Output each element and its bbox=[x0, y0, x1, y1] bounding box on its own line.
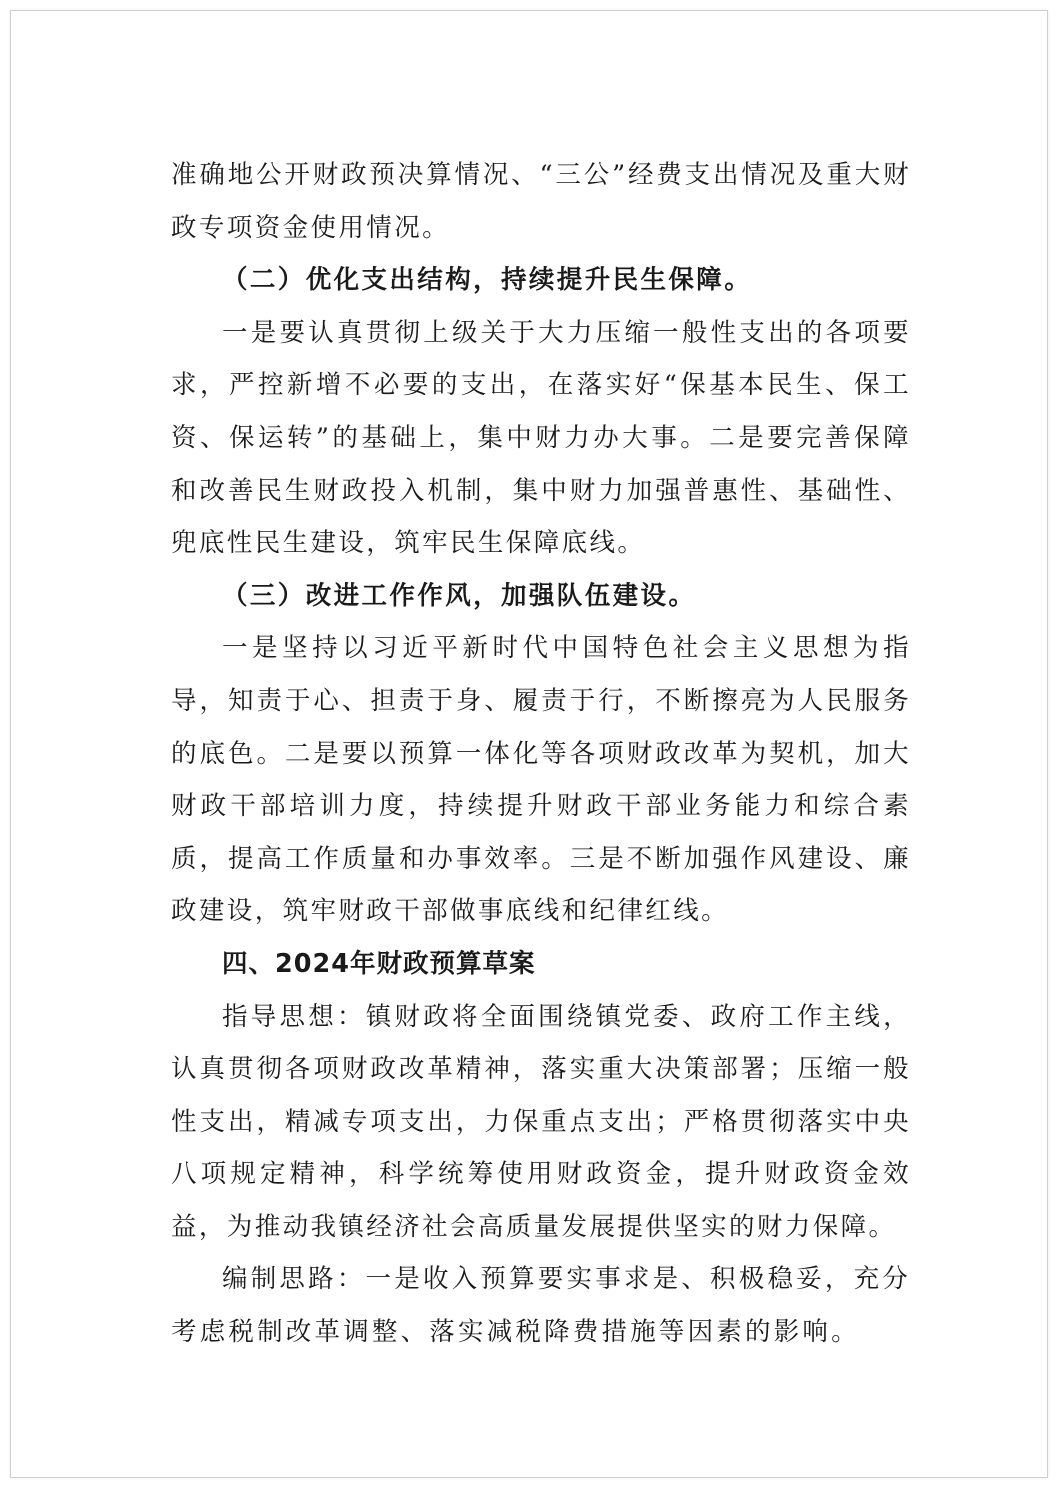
subheading-three-text: （三）改进工作作风，加强队伍建设。 bbox=[222, 580, 697, 611]
paragraph-livelihood: 一是要认真贯彻上级关于大力压缩一般性支出的各项要求，严控新增不必要的支出，在落实好“保基本民生、保工资、保运转”的基础上，集中财力办大事。二是要完善保障和改善民生财政投入机制，集中财力加强普惠性、基础性、兜底性民生建设，筑牢民生保障底线。 bbox=[171, 317, 911, 559]
paragraph-guiding-thought: 指导思想：镇财政将全面围绕镇党委、政府工作主线，认真贯彻各项财政改革精神，落实重大决策部署；压缩一般性支出，精减专项支出，力保重点支出；严格贯彻落实中央八项规定精神，科学统筹使用财政资金，提升财政资金效益，为推动我镇经济社会高质量发展提供坚实的财力保障。 bbox=[171, 1001, 911, 1242]
document-body bbox=[171, 149, 911, 1359]
subheading-two-text: （二）优化支出结构，持续提升民生保障。 bbox=[222, 265, 753, 296]
paragraph-compilation-approach: 编制思路：一是收入预算要实事求是、积极稳妥，充分考虑税制改革调整、落实减税降费措施等因素的影响。 bbox=[171, 1264, 911, 1348]
paragraph-work-style: 一是坚持以习近平新时代中国特色社会主义思想为指导，知责于心、担责于身、履责于行，不断擦亮为人民服务的底色。二是要以预算一体化等各项财政改革为契机，加大财政干部培训力度，持续提升财政干部业务能力和综合素质，提高工作质量和办事效率。三是不断加强作风建设、廉政建设，筑牢财政干部做事底线和纪律红线。 bbox=[171, 633, 911, 927]
document-page bbox=[10, 10, 1048, 1478]
subheading-two bbox=[171, 254, 911, 307]
subheading-three bbox=[171, 570, 911, 623]
section-heading-budget-draft: 四、2024年财政预算草案 bbox=[222, 948, 536, 979]
paragraph-continuation: 准确地公开财政预决算情况、“三公”经费支出情况及重大财政专项资金使用情况。 bbox=[171, 160, 911, 243]
